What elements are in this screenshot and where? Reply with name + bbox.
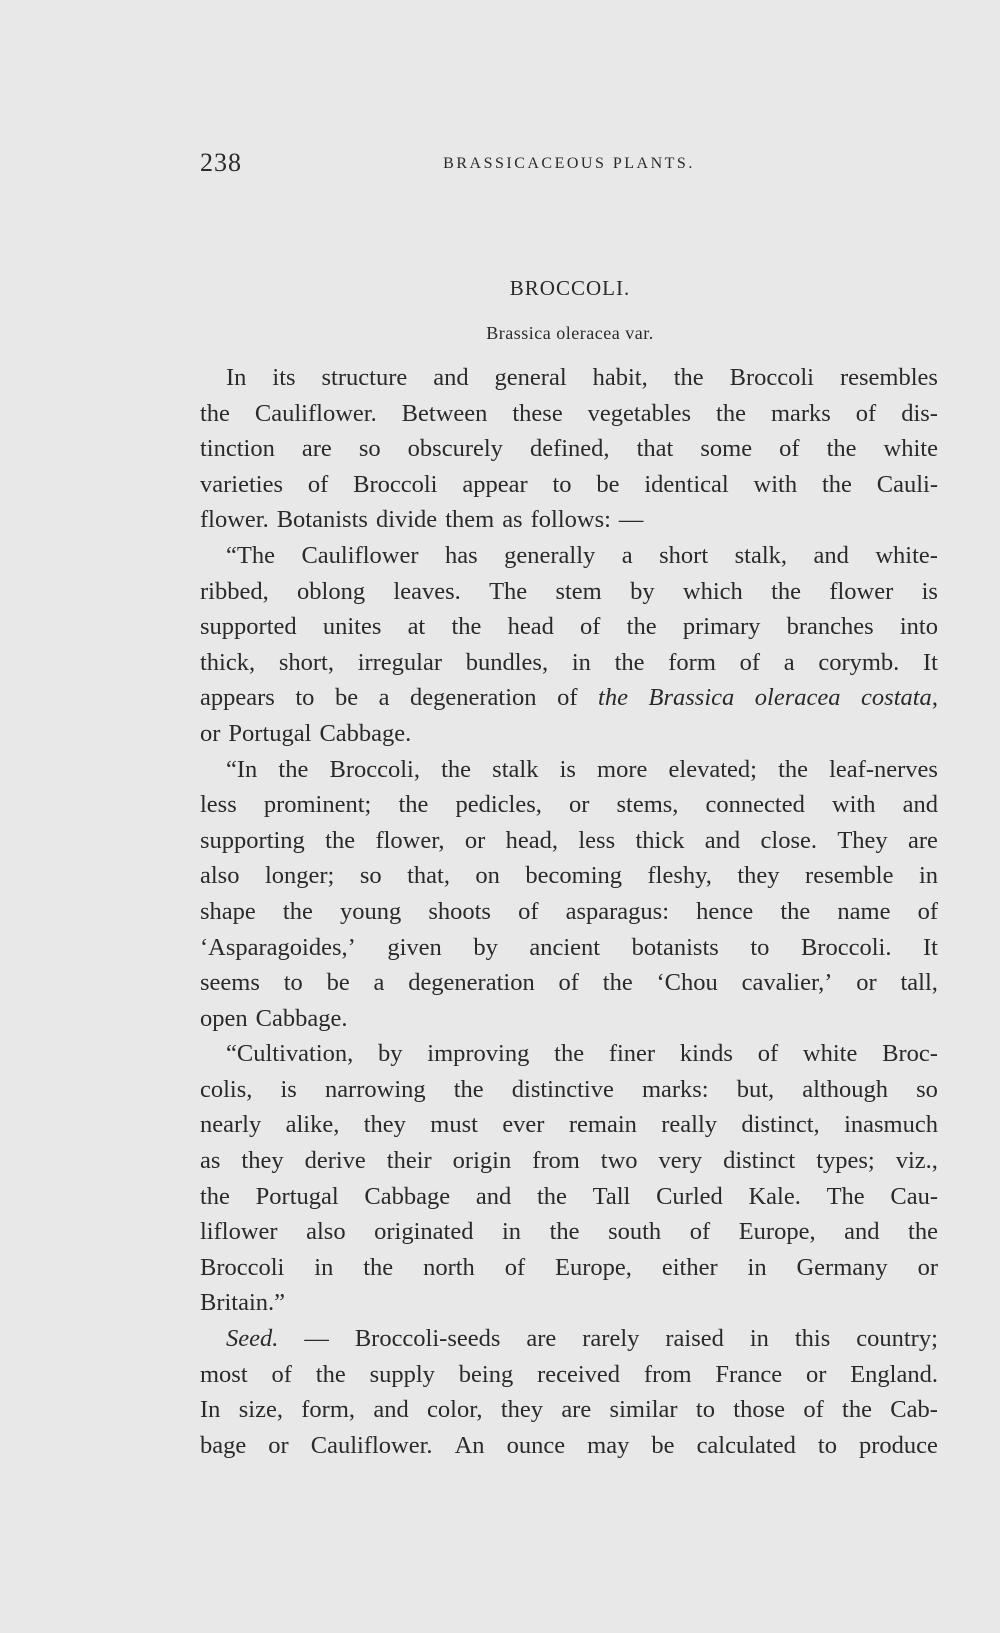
text-line: thick, short, irregular bundles, in the form of a corymb. It — [200, 648, 938, 676]
text-line: tinction are so obscurely defined, that some of the white — [200, 435, 938, 463]
text-line: liflower also originated in the south of Europe, and the — [200, 1218, 938, 1246]
running-title: BRASSICACEOUS PLANTS. — [443, 155, 695, 172]
text-line: “Cultivation, by improving the finer kinds of white Broc- — [226, 1040, 938, 1068]
text-line: or Portugal Cabbage. — [200, 719, 412, 747]
text-line: seems to be a degeneration of the ‘Chou cavalier,’ or tall, — [200, 969, 938, 997]
text-line: ‘Asparagoides,’ given by ancient botanists to Broccoli. It — [200, 933, 938, 961]
text-line: flower. Botanists divide them as follows: — — [200, 506, 644, 534]
text-line: nearly alike, they must ever remain really distinct, inasmuch — [200, 1111, 938, 1139]
running-head — [200, 148, 938, 184]
text-line: In size, form, and color, they are similar to those of the Cab- — [200, 1396, 938, 1424]
text-line: open Cabbage. — [200, 1004, 348, 1032]
body-text — [200, 360, 938, 1463]
section-subheading: Brassica oleracea var. — [486, 323, 654, 343]
text-line: Britain.” — [200, 1289, 286, 1317]
text-line: colis, is narrowing the distinctive marks: but, although so — [200, 1075, 938, 1103]
text-line: as they derive their origin from two very distinct types; viz., — [200, 1147, 938, 1175]
text-line: less prominent; the pedicles, or stems, connected with and — [200, 791, 938, 819]
page-number: 238 — [200, 148, 242, 177]
text-line: ribbed, oblong leaves. The stem by which the flower is — [200, 577, 938, 605]
text-line: “The Cauliflower has generally a short stalk, and white- — [226, 541, 938, 569]
text-line: supported unites at the head of the primary branches into — [200, 613, 938, 641]
section-heading: BROCCOLI. — [509, 276, 631, 300]
text-line: most of the supply being received from France or England. — [200, 1360, 938, 1388]
text-line: Seed. — Broccoli-seeds are rarely raised in this country; — [226, 1325, 938, 1353]
text-line: Broccoli in the north of Europe, either in Germany or — [200, 1253, 938, 1281]
text-line: varieties of Broccoli appear to be identical with the Cauli- — [200, 470, 938, 498]
text-line: also longer; so that, on becoming fleshy, they resemble in — [200, 862, 938, 890]
text-line: shape the young shoots of asparagus: hence the name of — [200, 897, 938, 925]
text-line: appears to be a degeneration of the Brassica oleracea costata, — [200, 684, 938, 712]
text-line: “In the Broccoli, the stalk is more elevated; the leaf-nerves — [226, 755, 938, 783]
text-line: the Portugal Cabbage and the Tall Curled Kale. The Cau- — [200, 1182, 938, 1210]
text-line: In its structure and general habit, the Broccoli resembles — [226, 364, 938, 391]
text-line: supporting the flower, or head, less thick and close. They are — [200, 826, 938, 854]
text-line: the Cauliflower. Between these vegetables the marks of dis- — [200, 399, 938, 427]
text-line: bage or Cauliflower. An ounce may be calculated to produce — [200, 1431, 938, 1459]
